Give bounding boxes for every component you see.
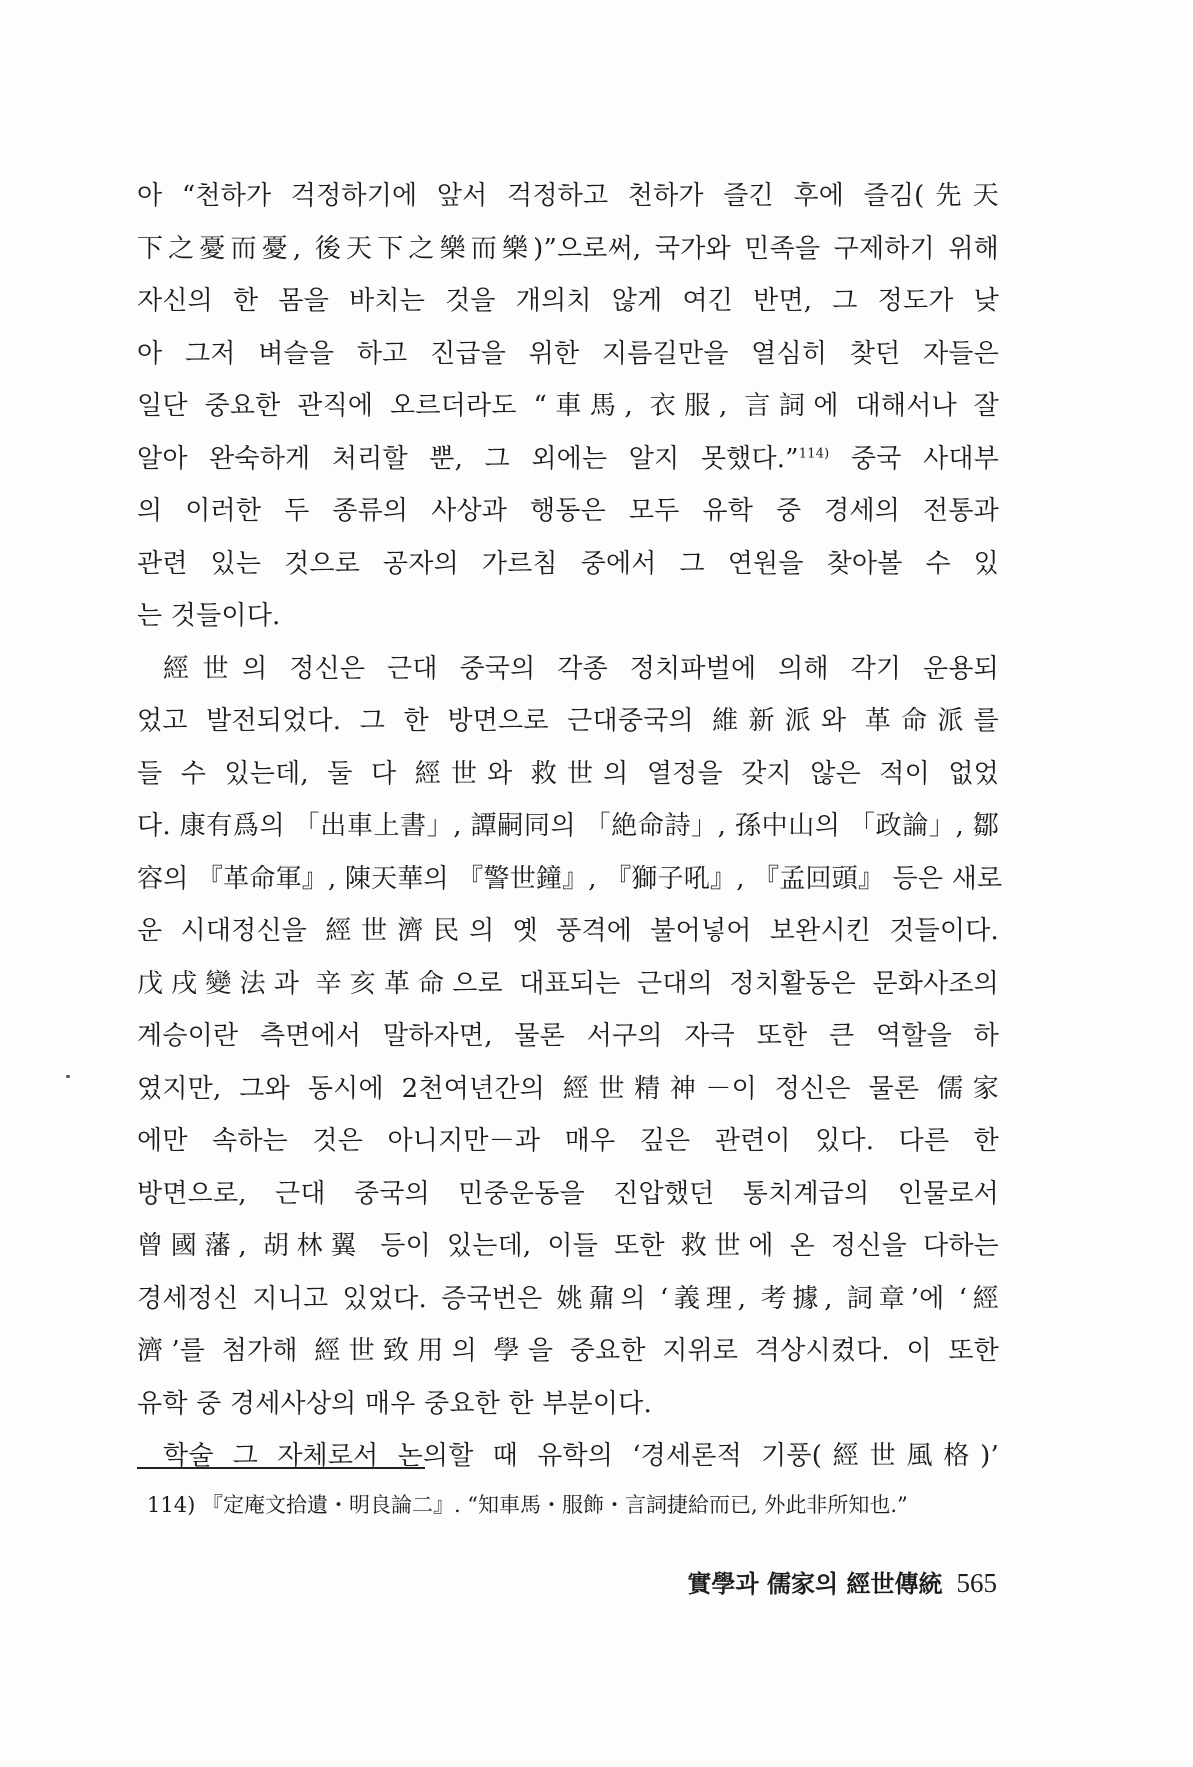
text-line: 曾國藩, 胡林翼 등이 있는데, 이들 또한 救世에 온 정신을 다하는 — [137, 1231, 999, 1261]
running-footer — [687, 1564, 997, 1599]
text-line: 容의 『革命軍』, 陳天華의 『警世鐘』, 『獅子吼』, 『孟回頭』 등은 새로 — [137, 863, 1003, 894]
text-line: 다. 康有爲의 「出車上書」, 譚嗣同의 「絶命詩」, 孫中山의 「政論」, 鄒 — [137, 811, 999, 841]
text-line: 자신의 한 몸을 바치는 것을 개의치 않게 여긴 반면, 그 정도가 낮 — [137, 286, 999, 316]
footnote: 114) 『定庵文拾遺・明良論二』. “知車馬・服飾・言詞捷給而已, 外此非所知也.” — [147, 1493, 908, 1517]
text-line: 방면으로, 근대 중국의 민중운동을 진압했던 통치계급의 인물로서 — [137, 1178, 999, 1209]
text-line: 경세정신 지니고 있었다. 증국번은 姚鼐의 ‘義理, 考據, 詞章’에 ‘經 — [137, 1283, 999, 1314]
text-line: 戊戌變法과 辛亥革命으로 대표되는 근대의 정치활동은 문화사조의 — [137, 968, 999, 999]
body-text — [137, 170, 1003, 1483]
footnote-reference[interactable]: 114) — [798, 445, 830, 461]
text-line: 운 시대정신을 經世濟民의 옛 풍격에 불어넣어 보완시킨 것들이다. — [137, 916, 999, 946]
text-line: 들 수 있는데, 둘 다 經世와 救世의 열정을 갖지 않은 적이 없었 — [137, 758, 999, 789]
text-line: 는 것들이다. — [137, 601, 281, 631]
text-line: 濟’를 첨가해 經世致用의 學을 중요한 지위로 격상시켰다. 이 또한 — [137, 1336, 999, 1366]
text-line — [137, 433, 999, 486]
text-line: 유학 중 경세사상의 매우 중요한 한 부분이다. — [137, 1388, 652, 1419]
text-line: 었고 발전되었다. 그 한 방면으로 근대중국의 維新派와 革命派를 — [137, 706, 999, 736]
paragraph-start-line: 經世의 정신은 근대 중국의 각종 정치파벌에 의해 각기 운용되 — [163, 653, 999, 684]
text-line: 일단 중요한 관직에 오르더라도 “車馬, 衣服, 言詞에 대해서나 잘 — [137, 391, 999, 421]
text-line: 에만 속하는 것은 아니지만－과 매우 깊은 관련이 있다. 다른 한 — [137, 1126, 999, 1156]
running-footer-title: 實學과 儒家의 經世傳統 — [687, 1569, 943, 1598]
text-line-part: 중국 사대부 — [829, 443, 999, 474]
footnote-divider — [137, 1467, 425, 1469]
scan-speck — [66, 1075, 70, 1078]
text-line-part: 알아 완숙하게 처리할 뿐, 그 외에는 알지 못했다.” — [137, 443, 799, 474]
text-line: 계승이란 측면에서 말하자면, 물론 서구의 자극 또한 큰 역할을 하 — [137, 1021, 999, 1051]
text-line: 였지만, 그와 동시에 2천여년간의 經世精神－이 정신은 물론 儒家 — [137, 1073, 999, 1104]
text-line: 下之憂而憂, 後天下之樂而樂)”으로써, 국가와 민족을 구제하기 위해 — [137, 233, 999, 264]
text-line: 아 “천하가 걱정하기에 앞서 걱정하고 천하가 즐긴 후에 즐김(先天 — [137, 181, 999, 211]
page-number: 565 — [956, 1568, 997, 1598]
text-line: 의 이러한 두 종류의 사상과 행동은 모두 유학 중 경세의 전통과 — [137, 496, 999, 526]
paragraph-start-line: 학술 그 자체로서 논의할 때 유학의 ‘경세론적 기풍(經世風格)’ — [163, 1441, 999, 1471]
text-line: 관련 있는 것으로 공자의 가르침 중에서 그 연원을 찾아볼 수 있 — [137, 548, 999, 579]
text-line: 아 그저 벼슬을 하고 진급을 위한 지름길만을 열심히 찾던 자들은 — [137, 338, 999, 369]
